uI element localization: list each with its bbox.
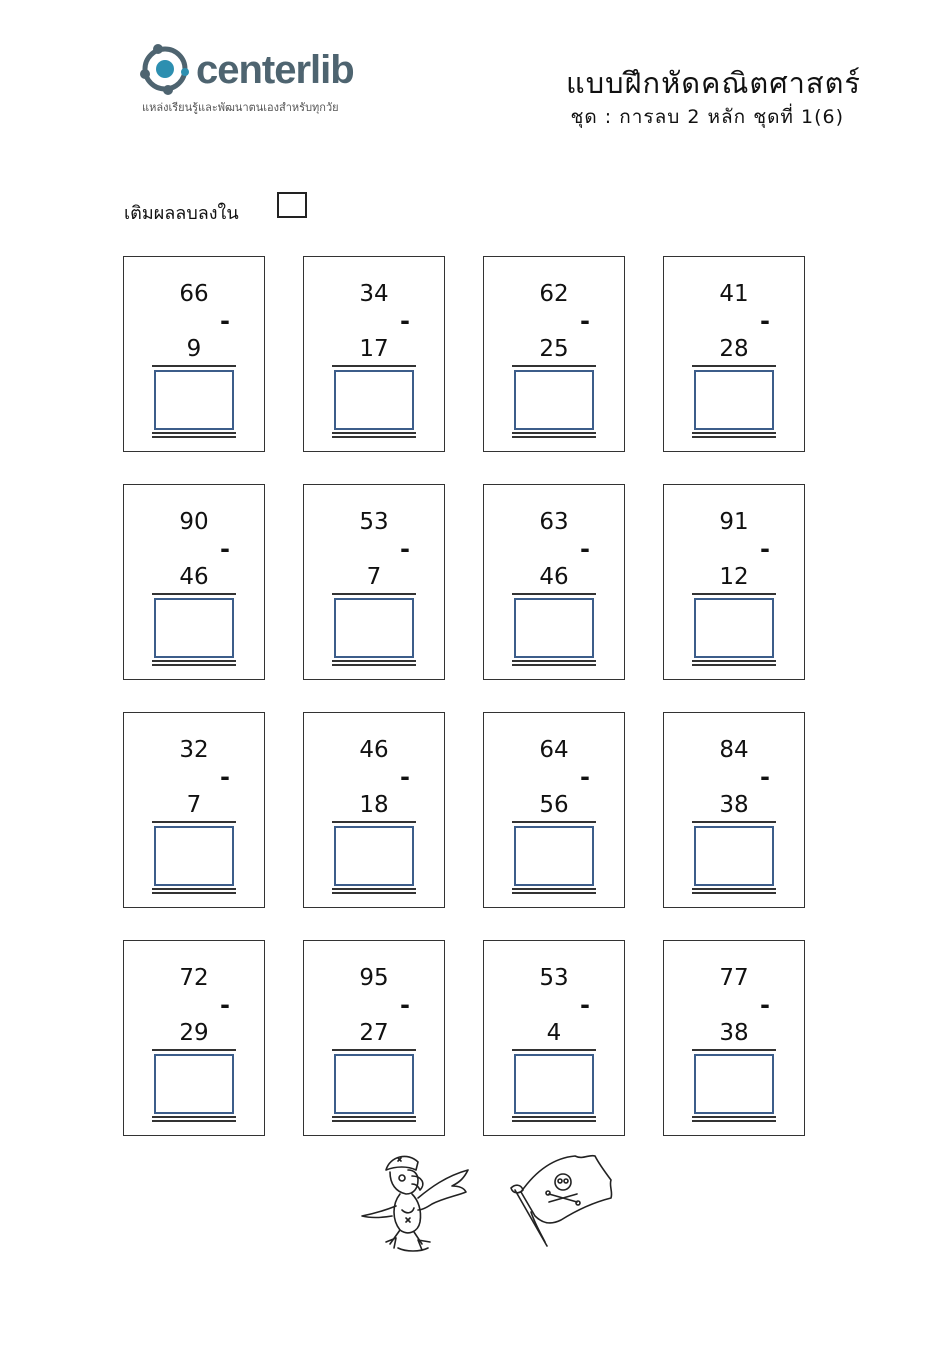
double-underline xyxy=(332,892,416,894)
subtrahend: 4 xyxy=(546,1020,562,1046)
double-underline xyxy=(152,892,236,894)
divider-line xyxy=(692,365,776,367)
problem-card xyxy=(303,712,445,908)
problem-card xyxy=(303,256,445,452)
double-underline xyxy=(692,1120,776,1122)
double-underline xyxy=(512,892,596,894)
double-underline xyxy=(692,1116,776,1118)
minus-sign: - xyxy=(760,307,770,335)
double-underline xyxy=(332,432,416,434)
problem-grid xyxy=(123,256,805,1136)
subtrahend: 7 xyxy=(366,564,382,590)
page-title: แบบฝึกหัดคณิตศาสตร์ xyxy=(566,66,861,100)
problem-card xyxy=(663,484,805,680)
subtrahend: 7 xyxy=(186,792,202,818)
minuend: 41 xyxy=(719,281,749,307)
problem-card xyxy=(483,712,625,908)
double-underline xyxy=(152,660,236,662)
logo-tagline: แหล่งเรียนรู้และพัฒนาตนเองสำหรับทุกวัย xyxy=(142,101,339,114)
double-underline xyxy=(692,660,776,662)
double-underline xyxy=(152,432,236,434)
divider-line xyxy=(512,593,596,595)
double-underline xyxy=(332,1120,416,1122)
divider-line xyxy=(332,1049,416,1051)
instruction-sample-box xyxy=(277,192,307,218)
pirate-parrot-icon xyxy=(356,1148,480,1256)
instruction-text: เติมผลลบลงใน xyxy=(124,203,239,224)
double-underline xyxy=(332,1116,416,1118)
divider-line xyxy=(692,1049,776,1051)
subtrahend: 12 xyxy=(719,564,749,590)
answer-box[interactable] xyxy=(514,1054,594,1114)
subtrahend: 38 xyxy=(719,1020,749,1046)
subtrahend: 46 xyxy=(539,564,569,590)
double-underline xyxy=(512,888,596,890)
pirate-flag-icon xyxy=(505,1150,617,1250)
divider-line xyxy=(152,593,236,595)
minus-sign: - xyxy=(580,535,590,563)
divider-line xyxy=(152,821,236,823)
minuend: 64 xyxy=(539,737,569,763)
answer-box[interactable] xyxy=(154,370,234,430)
problem-card xyxy=(663,712,805,908)
answer-box[interactable] xyxy=(694,1054,774,1114)
answer-box[interactable] xyxy=(154,826,234,886)
centerlib-logo xyxy=(138,40,398,120)
problem-card xyxy=(123,712,265,908)
double-underline xyxy=(512,436,596,438)
minuend: 77 xyxy=(719,965,749,991)
problem-card xyxy=(483,940,625,1136)
subtrahend: 28 xyxy=(719,336,749,362)
problem-card xyxy=(123,256,265,452)
divider-line xyxy=(332,365,416,367)
minus-sign: - xyxy=(760,535,770,563)
minuend: 72 xyxy=(179,965,209,991)
divider-line xyxy=(512,821,596,823)
answer-box[interactable] xyxy=(334,826,414,886)
minus-sign: - xyxy=(400,535,410,563)
divider-line xyxy=(332,593,416,595)
answer-box[interactable] xyxy=(334,370,414,430)
minuend: 90 xyxy=(179,509,209,535)
minuend: 32 xyxy=(179,737,209,763)
double-underline xyxy=(152,436,236,438)
double-underline xyxy=(332,436,416,438)
minus-sign: - xyxy=(580,763,590,791)
answer-box[interactable] xyxy=(154,1054,234,1114)
double-underline xyxy=(692,888,776,890)
problem-card xyxy=(663,256,805,452)
problem-card xyxy=(663,940,805,1136)
answer-box[interactable] xyxy=(334,1054,414,1114)
minus-sign: - xyxy=(400,991,410,1019)
minuend: 91 xyxy=(719,509,749,535)
minuend: 53 xyxy=(359,509,389,535)
minus-sign: - xyxy=(220,763,230,791)
minuend: 34 xyxy=(359,281,389,307)
subtrahend: 46 xyxy=(179,564,209,590)
double-underline xyxy=(512,1120,596,1122)
minus-sign: - xyxy=(580,991,590,1019)
subtrahend: 9 xyxy=(186,336,202,362)
minuend: 84 xyxy=(719,737,749,763)
problem-card xyxy=(303,940,445,1136)
double-underline xyxy=(332,660,416,662)
minus-sign: - xyxy=(220,535,230,563)
divider-line xyxy=(692,593,776,595)
answer-box[interactable] xyxy=(514,598,594,658)
subtrahend: 17 xyxy=(359,336,389,362)
double-underline xyxy=(512,1116,596,1118)
answer-box[interactable] xyxy=(694,598,774,658)
minuend: 63 xyxy=(539,509,569,535)
minus-sign: - xyxy=(760,763,770,791)
divider-line xyxy=(152,1049,236,1051)
double-underline xyxy=(512,664,596,666)
minuend: 62 xyxy=(539,281,569,307)
minuend: 95 xyxy=(359,965,389,991)
double-underline xyxy=(512,432,596,434)
minus-sign: - xyxy=(760,991,770,1019)
subtrahend: 38 xyxy=(719,792,749,818)
double-underline xyxy=(692,432,776,434)
answer-box[interactable] xyxy=(694,826,774,886)
double-underline xyxy=(692,664,776,666)
problem-card xyxy=(123,484,265,680)
minus-sign: - xyxy=(580,307,590,335)
problem-card xyxy=(303,484,445,680)
minuend: 46 xyxy=(359,737,389,763)
subtrahend: 25 xyxy=(539,336,569,362)
answer-box[interactable] xyxy=(514,826,594,886)
subtrahend: 27 xyxy=(359,1020,389,1046)
double-underline xyxy=(152,1120,236,1122)
divider-line xyxy=(692,821,776,823)
divider-line xyxy=(332,821,416,823)
minus-sign: - xyxy=(400,307,410,335)
page-subtitle: ชุด : การลบ 2 หลัก ชุดที่ 1(6) xyxy=(570,106,844,128)
problem-card xyxy=(483,484,625,680)
minus-sign: - xyxy=(220,991,230,1019)
double-underline xyxy=(512,660,596,662)
problem-card xyxy=(483,256,625,452)
minus-sign: - xyxy=(400,763,410,791)
double-underline xyxy=(152,1116,236,1118)
answer-box[interactable] xyxy=(334,598,414,658)
double-underline xyxy=(152,888,236,890)
logo-wordmark: centerlib xyxy=(196,48,354,92)
double-underline xyxy=(692,436,776,438)
minuend: 53 xyxy=(539,965,569,991)
subtrahend: 18 xyxy=(359,792,389,818)
divider-line xyxy=(152,365,236,367)
double-underline xyxy=(692,892,776,894)
subtrahend: 29 xyxy=(179,1020,209,1046)
logo-mark-icon xyxy=(138,42,192,96)
double-underline xyxy=(332,664,416,666)
double-underline xyxy=(152,664,236,666)
answer-box[interactable] xyxy=(514,370,594,430)
minus-sign: - xyxy=(220,307,230,335)
divider-line xyxy=(512,1049,596,1051)
subtrahend: 56 xyxy=(539,792,569,818)
answer-box[interactable] xyxy=(154,598,234,658)
divider-line xyxy=(512,365,596,367)
double-underline xyxy=(332,888,416,890)
minuend: 66 xyxy=(179,281,209,307)
problem-card xyxy=(123,940,265,1136)
answer-box[interactable] xyxy=(694,370,774,430)
